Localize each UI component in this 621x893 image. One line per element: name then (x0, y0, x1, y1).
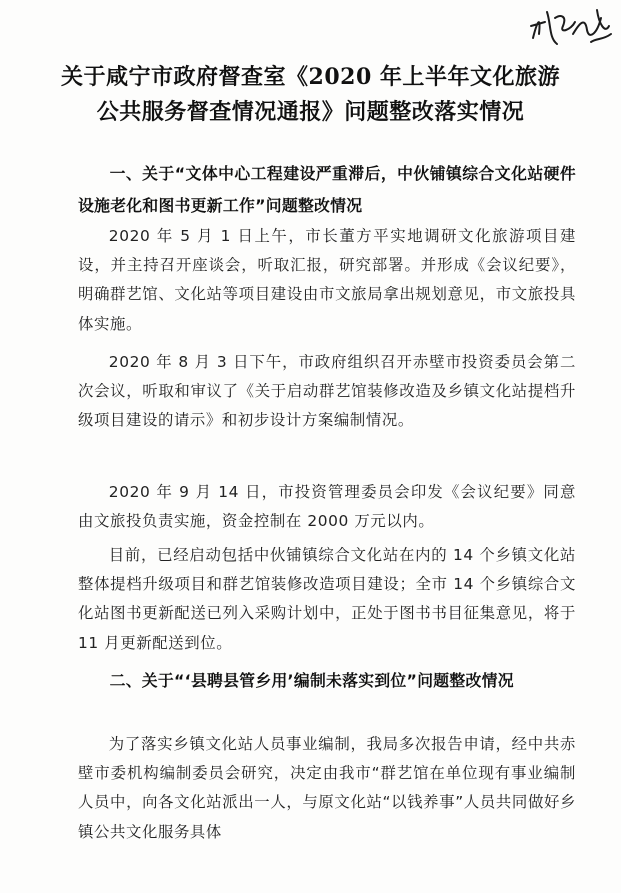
section-1-paragraph-2: 2020 年 8 月 3 日下午，市政府组织召开赤壁市投资委员会第二次会议，听取和审议了《关于启动群艺馆装修改造及乡镇文化站提档升级项目建设的请示》和初步设计方案编制情况。 (78, 353, 576, 430)
section-1-heading: 一、关于“文体中心工程建设严重滞后，中伙铺镇综合文化站硬件设施老化和图书更新工作”问题整改情况 (78, 164, 576, 215)
title-line-1: 关于咸宁市政府督查室《2020 年上半年文化旅游 (61, 64, 560, 90)
section-1-paragraph-3: 2020 年 9 月 14 日，市投资管理委员会印发《会议纪要》同意由文旅投负责实施，资金控制在 2000 万元以内。 (78, 483, 576, 531)
section-2-heading: 二、关于“‘县聘县管乡用’编制未落实到位”问题整改情况 (109, 671, 514, 690)
title-line-2: 公共服务督查情况通报》问题整改落实情况 (96, 99, 525, 125)
document-title (40, 60, 581, 130)
section-2-paragraph-1: 为了落实乡镇文化站人员事业编制，我局多次报告申请，经中共赤壁市委机构编制委员会研究，决定由我市“群艺馆在单位现有事业编制人员中，向各文化站派出一人，与原文化站“以钱养事”人员共同做好乡镇公共文化服务具体 (78, 735, 576, 841)
handwritten-signature (527, 4, 613, 48)
section-1-paragraph-1: 2020 年 5 月 1 日上午，市长董方平实地调研文化旅游项目建设，并主持召开座谈会，听取汇报，研究部署。并形成《会议纪要》，明确群艺馆、文化站等项目建设由市文旅局拿出规划意见，市文旅投具体实施。 (78, 227, 576, 333)
section-1-paragraph-4: 目前，已经启动包括中伙铺镇综合文化站在内的 14 个乡镇文化站整体提档升级项目和群艺馆装修改造项目建设；全市 14 个乡镇综合文化站图书更新配送已列入采购计划中，正处于图书书目征集意见，将于 11 月更新配送到位。 (78, 546, 576, 652)
